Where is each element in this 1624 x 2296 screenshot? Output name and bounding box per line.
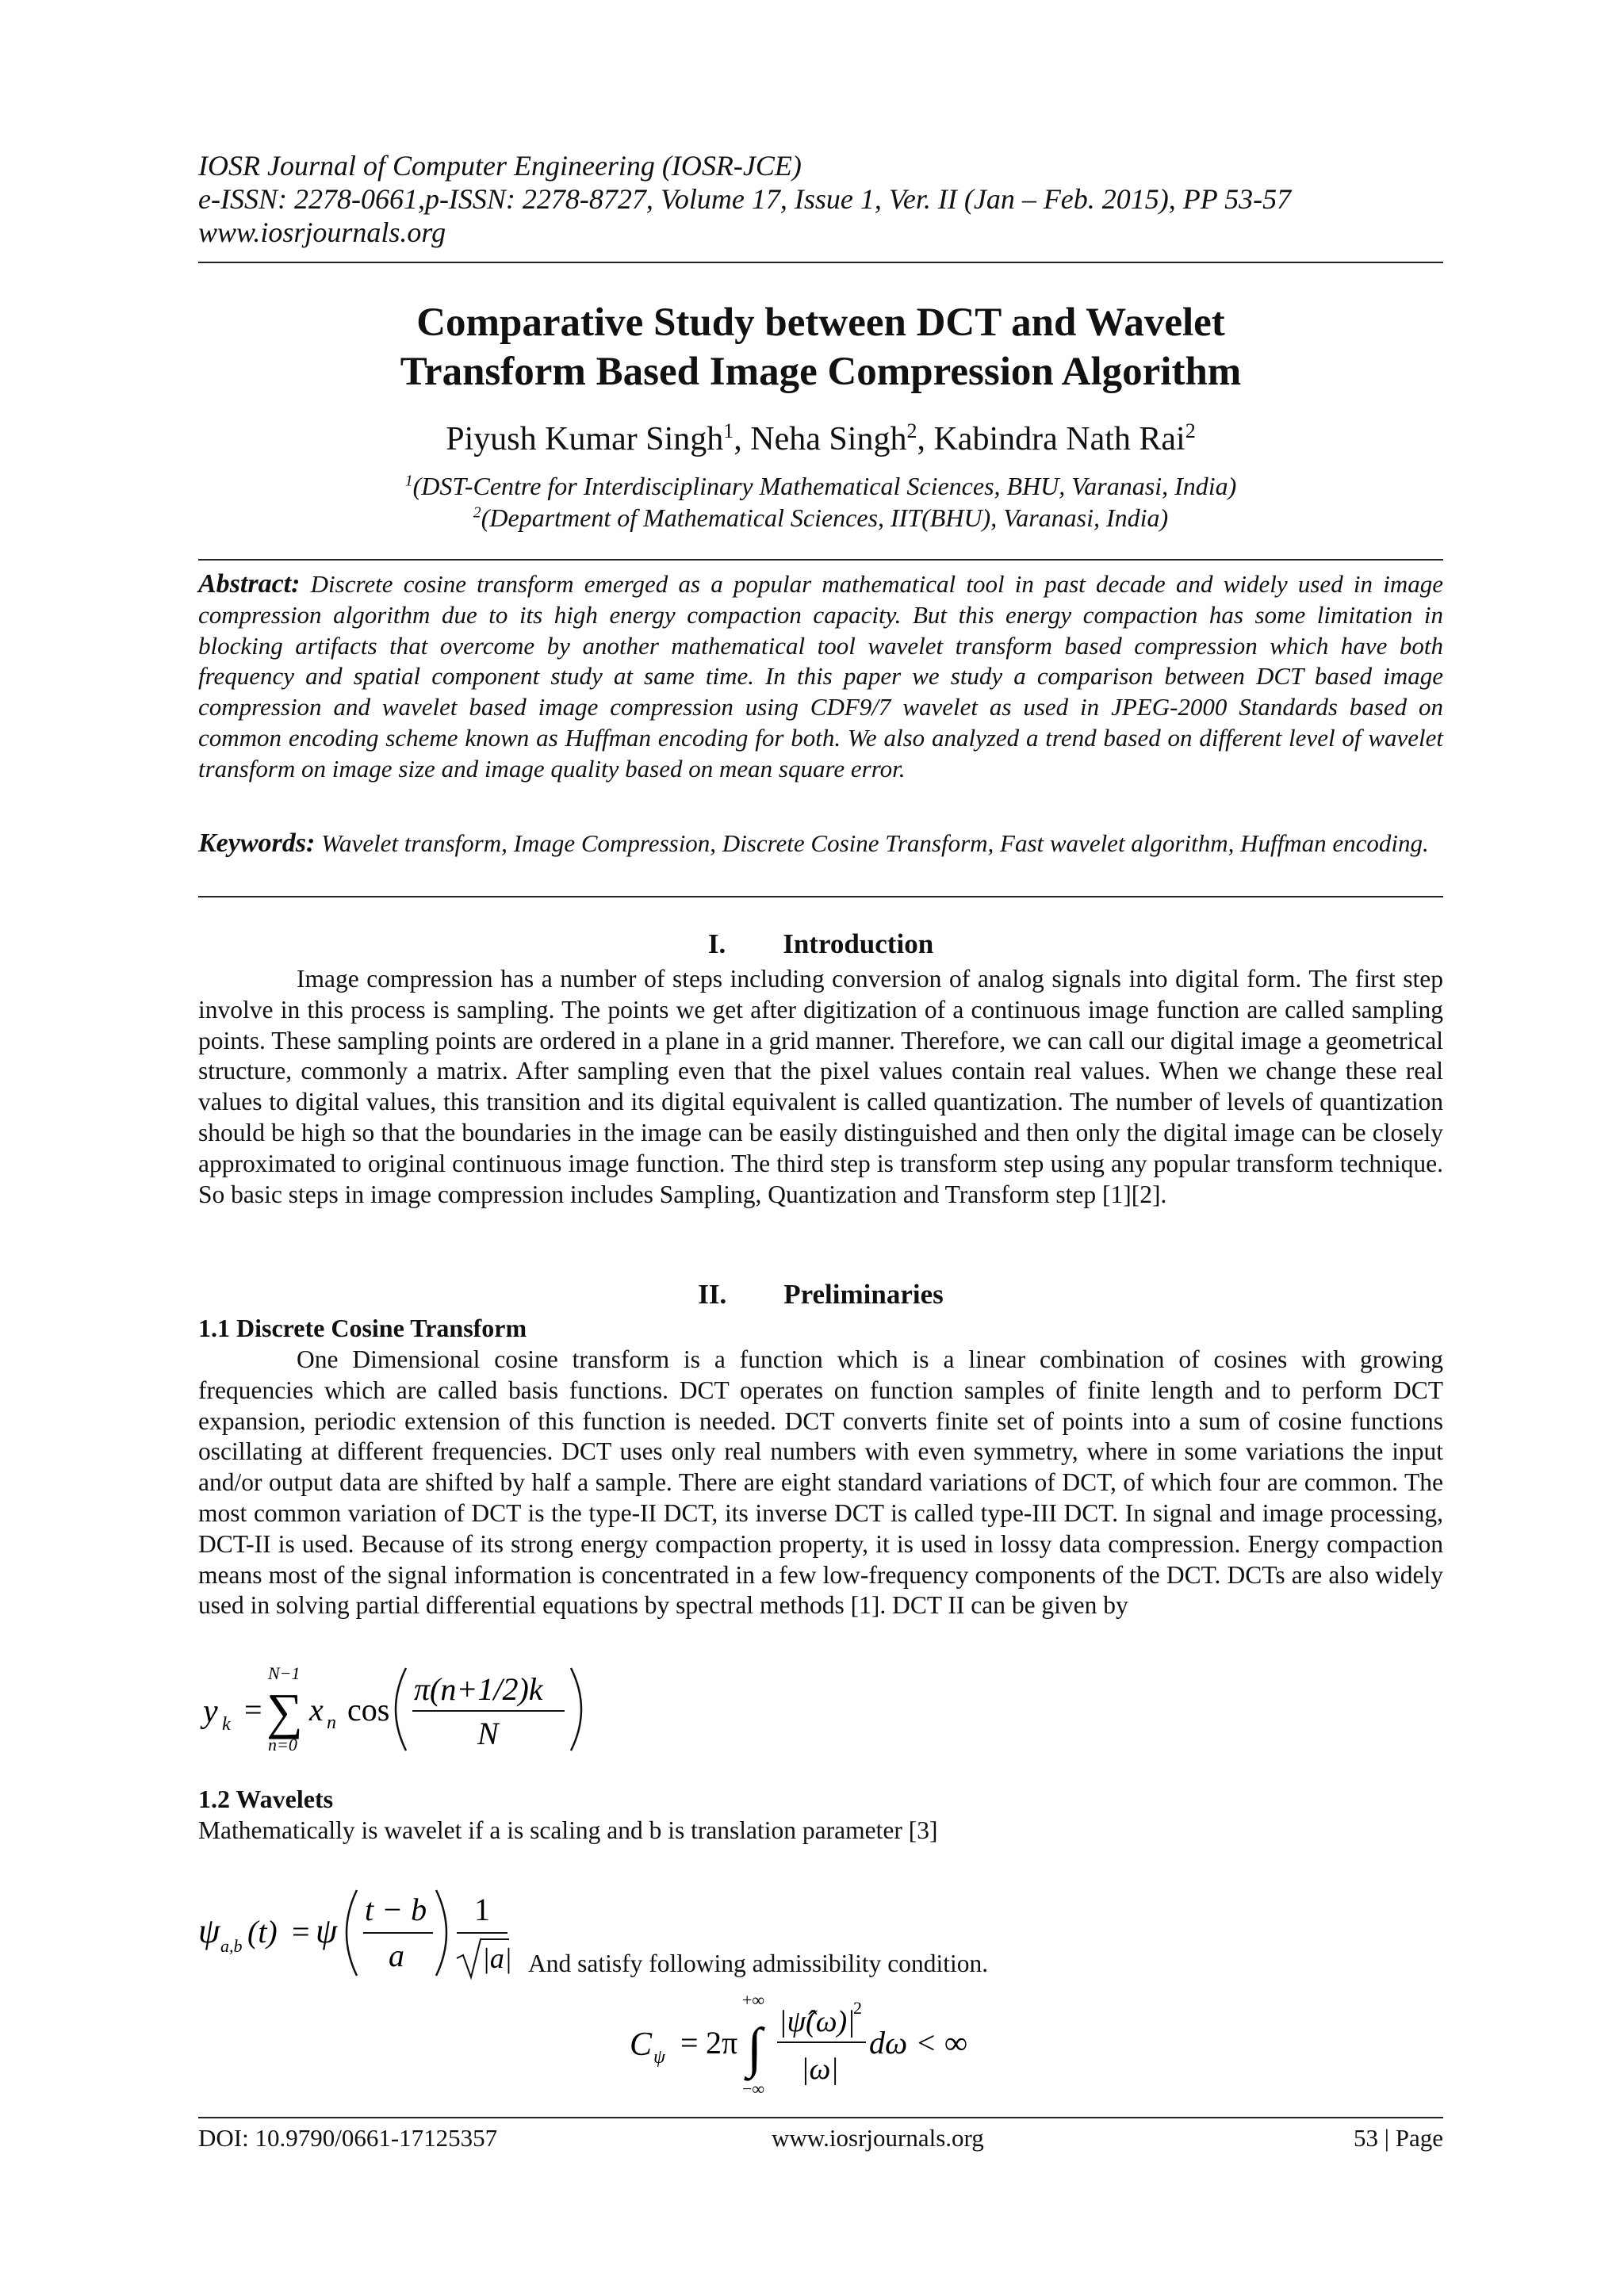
- author-name: Neha Singh: [750, 421, 907, 457]
- author-list: Piyush Kumar Singh$^1$, Neha Singh$^2$, Kabindra Nath Rai$^2$: [446, 419, 1196, 457]
- section-number: I.: [707, 928, 726, 959]
- keywords: [198, 828, 1443, 859]
- eq-one: 1: [474, 1892, 490, 1927]
- eq-right-paren: [436, 1890, 446, 1976]
- abstract-text: Discrete cosine transform emerged as a popular mathematical tool in past decade and widely used in image compression algorithm due to its high energy compaction capacity. But this energy compaction has some limitation in blocking artifacts that overcome by another mathematical tool wavelet transform based compression which have both frequency and spatial component study at same time. In this paper we study a comparison between DCT based image compression and wavelet based image compression using CDF9/7 wavelet as used in JPEG-2000 Standards based on common encoding scheme known as Huffman encoding for both. We also analyzed a trend based on different level of wavelet transform on image size and image quality based on mean square error.: [198, 570, 1443, 783]
- dct-text: One Dimensional cosine transform is a function which is a linear combination of cosines with growing frequencies which are called basis functions. DCT operates on function samples of finite length and to perform DCT expansion, periodic extension of this function is needed. DCT converts finite set of points into a sum of cosine functions oscillating at different frequencies. DCT uses only real numbers with even symmetry, where in some variations the input and/or output data are shifted by half a sample. There are eight standard variations of DCT, of which four are common. The most common variation of DCT is the type-II DCT, its inverse DCT is called type-III DCT. In signal and image processing, DCT-II is used. Because of its strong energy compaction property, it is used in lossy data compression. Energy compaction means most of the signal information is concentrated in a few low-frequency components of the DCT. DCTs are also widely used in solving partial differential equations by spectral methods [1]. DCT II can be given by: [198, 1345, 1443, 1620]
- title-line-1: Comparative Study between DCT and Wavelet: [416, 300, 1225, 345]
- eq-lhs: y: [203, 1693, 218, 1730]
- eq-x: x: [309, 1692, 324, 1728]
- introduction-paragraph: [198, 964, 1443, 1210]
- eq-two-pi: 2π: [706, 2025, 738, 2061]
- eq-num: t − b: [365, 1892, 427, 1927]
- author-name: Kabindra Nath Rai: [933, 421, 1185, 457]
- section-heading-preliminaries: [198, 1278, 1443, 1311]
- footer-website[interactable]: www.iosrjournals.org: [772, 2124, 984, 2152]
- affiliation-mark: 2: [473, 503, 481, 522]
- introduction-text: Image compression has a number of steps including conversion of analog signals into digital form. The first step involve in this process is sampling. The points we get after digitization of a continuous image function are called sampling points. These sampling points are ordered in a plane in a grid manner. Therefore, we can call our digital image a geometrical structure, commonly a matrix. After sampling even that the pixel values contain real values. When we change these real values to digital values, this transition and its digital equivalent is called quantization. The number of levels of quantization should be high so that the boundaries in the image can be easily distinguished and then only the digital image can be closely approximated to original continuous image function. The third step is transform step using any popular transform technique. So basic steps in image compression includes Sampling, Quantization and Transform step [1][2].: [198, 965, 1443, 1208]
- eq-integral: ∫: [747, 2018, 763, 2079]
- dct-paragraph: [198, 1345, 1443, 1621]
- keywords-text: Wavelet transform, Image Compression, Discrete Cosine Transform, Fast wavelet algorithm, Huffman encoding.: [321, 829, 1429, 857]
- eq-numerator: π(n+1/2)k: [414, 1671, 543, 1707]
- section-title: Preliminaries: [783, 1279, 944, 1310]
- eq-arg: (t): [247, 1914, 278, 1950]
- eq-denominator: N: [477, 1716, 499, 1751]
- eq-sqrt-arg: |a|: [482, 1942, 512, 1974]
- wavelet-definition-text: Mathematically is wavelet if a is scaling and b is translation parameter [3]: [198, 1816, 938, 1844]
- eq-tail: dω < ∞: [869, 2025, 967, 2061]
- eq-sigma: ∑: [266, 1683, 303, 1739]
- footer-divider: [198, 2117, 1443, 2118]
- abstract-label: Abstract:: [198, 569, 301, 599]
- dct-equation: [198, 1657, 611, 1760]
- footer-page-number: 53 | Page: [1354, 2124, 1443, 2152]
- keywords-label: Keywords:: [198, 828, 316, 858]
- eq-equals: =: [244, 1692, 262, 1728]
- eq-den: a: [389, 1938, 404, 1973]
- section-title: Introduction: [783, 928, 934, 959]
- affiliation-mark: 1: [404, 472, 413, 490]
- paper-title: [198, 298, 1443, 396]
- journal-issn: e-ISSN: 2278-0661,p-ISSN: 2278-8727, Volume 17, Issue 1, Ver. II (Jan – Feb. 2015), PP 53-57: [198, 183, 1292, 215]
- affiliation-1: [198, 471, 1443, 501]
- eq-int-lower: −∞: [742, 2079, 765, 2099]
- eq-sum-upper: N−1: [268, 1663, 301, 1683]
- eq-sum-lower: n=0: [268, 1735, 297, 1755]
- eq-c-sub: ψ: [653, 2047, 665, 2068]
- admissibility-equation: [623, 1990, 988, 2101]
- journal-name: IOSR Journal of Computer Engineering (IOSR-JCE): [198, 150, 802, 182]
- affiliation-text: (Department of Mathematical Sciences, IIT(BHU), Varanasi, India): [481, 503, 1169, 532]
- author-affil-mark: 2: [1185, 419, 1196, 442]
- affiliation-text: (DST-Centre for Interdisciplinary Mathematical Sciences, BHU, Varanasi, India): [412, 472, 1237, 500]
- eq-cos: cos: [347, 1692, 390, 1728]
- eq-left-paren: [347, 1890, 357, 1976]
- eq-num: |ψ̂(ω)|: [779, 2005, 856, 2038]
- abstract-bottom-rule: [198, 896, 1443, 897]
- journal-website[interactable]: www.iosrjournals.org: [198, 216, 446, 248]
- section-number: II.: [698, 1279, 727, 1310]
- subsection-heading-wavelets: 1.2 Wavelets: [198, 1785, 334, 1813]
- eq-right-paren: [571, 1668, 581, 1751]
- eq-equals: =: [292, 1914, 310, 1950]
- author-affil-mark: 2: [906, 419, 917, 442]
- admissibility-text: And satisfy following admissibility condition.: [528, 1950, 989, 1977]
- section-heading-introduction: [198, 928, 1443, 961]
- eq-left-paren: [396, 1668, 406, 1751]
- author-name: Piyush Kumar Singh: [446, 421, 724, 457]
- header-divider: [198, 262, 1443, 263]
- author-affil-mark: 1: [723, 419, 734, 442]
- subsection-heading-dct: 1.1 Discrete Cosine Transform: [198, 1314, 527, 1342]
- eq-x-sub: n: [327, 1712, 336, 1733]
- eq-int-upper: +∞: [742, 1990, 765, 2010]
- eq-psi-sub: a,b: [220, 1936, 243, 1956]
- affiliation-2: [198, 503, 1443, 533]
- eq-psi: ψ: [198, 1911, 220, 1950]
- eq-c: C: [630, 2026, 653, 2063]
- eq-den: |ω|: [801, 2053, 839, 2086]
- title-line-2: Transform Based Image Compression Algorithm: [400, 350, 1242, 394]
- journal-header: [198, 149, 1443, 249]
- footer-doi[interactable]: DOI: 10.9790/0661-17125357: [198, 2124, 498, 2152]
- eq-num-pow: 2: [853, 1998, 862, 2018]
- eq-psi2: ψ: [316, 1911, 338, 1950]
- eq-lhs-sub: k: [222, 1714, 231, 1735]
- abstract-top-rule: [198, 559, 1443, 561]
- wavelet-equation: [198, 1879, 515, 1990]
- eq-equals: =: [680, 2025, 699, 2061]
- abstract: [198, 569, 1443, 785]
